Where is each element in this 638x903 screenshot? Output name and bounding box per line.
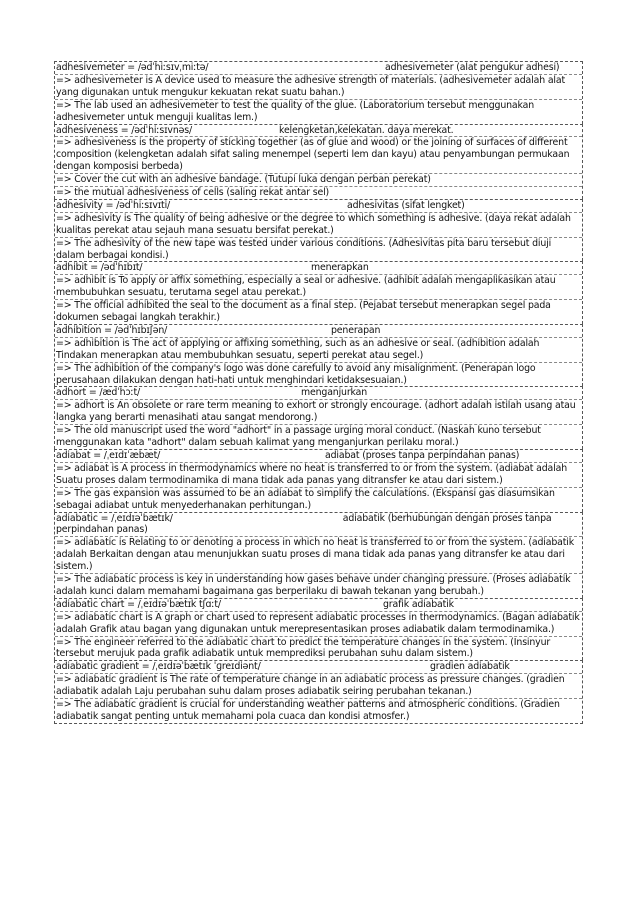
entry-term: adhesiveness = /ədˈhiːsɪvnəs/ bbox=[56, 124, 192, 136]
entry-definition: => adhort is An obsolete or rare term meaning to exhort or strongly encourage. (adhort adalah istilah usang atau langka yang berarti menasihati atau sangat mendorong.) bbox=[55, 399, 582, 424]
entry-adhesivemeter bbox=[54, 61, 583, 124]
entry-example-extra: => the mutual adhesiveness of cells (saling rekat antar sel) bbox=[55, 186, 582, 199]
entry-example: => The adiabatic process is key in understanding how gases behave under changing pressure. (Proses adiabatik adalah kunci dalam memahami bagaimana gas berperilaku di bawah tekanan yang berubah.) bbox=[55, 573, 582, 598]
entry-adhibition bbox=[54, 324, 583, 387]
entry-example: => The adiabatic gradient is crucial for understanding weather patterns and atmospheric conditions. (Gradien adiabatik sangat penting untuk memahami pola cuaca dan kondisi atmosfer.) bbox=[55, 698, 582, 723]
entry-term: adiabatic chart = /ˌeɪdɪəˈbætɪk tʃɑːt/ bbox=[56, 598, 221, 610]
entry-translation: adiabat (proses tanpa perpindahan panas) bbox=[325, 450, 520, 461]
entry-example: => The engineer referred to the adiabatic chart to predict the temperature changes in the system. (Insinyur tersebut merujuk pada grafik adiabatik untuk memprediksi perubahan suhu dalam sistem.) bbox=[55, 636, 582, 661]
entry-example: => The adhesivity of the new tape was tested under various conditions. (Adhesivitas pita baru tersebut diuji dalam berbagai kondisi.) bbox=[55, 237, 582, 262]
entry-adhort bbox=[54, 386, 583, 449]
entry-adiabatic-gradient bbox=[54, 660, 583, 724]
entry-translation: kelengketan,kelekatan. daya merekat. bbox=[279, 124, 454, 136]
entry-term: adhesivemeter = /ədˈhiːsɪvˌmiːtə/ bbox=[56, 62, 209, 73]
entry-adhesiveness bbox=[54, 124, 583, 199]
entry-term: adiabat = /ˌeɪdɪˈæbæt/ bbox=[56, 450, 161, 461]
entry-adiabatic-chart bbox=[54, 598, 583, 661]
entry-translation: grafik adiabatik bbox=[383, 598, 454, 610]
entry-translation: adhesivemeter (alat pengukur adhesi) bbox=[385, 62, 560, 73]
entry-example: => The old manuscript used the word "adhort" in a passage urging moral conduct. (Naskah kuno tersebut menggunakan kata "adhort" dalam sebuah kalimat yang menganjurkan perilaku moral.) bbox=[55, 424, 582, 449]
entry-definition: => adiabatic chart is A graph or chart used to represent adiabatic processes in thermodynamics. (Bagan adiabatik adalah Grafik atau bagan yang digunakan untuk merepresentasikan proses adiabatik dalam termodinamika.) bbox=[55, 611, 582, 636]
entry-term: adiabatic = /ˌeɪdɪəˈbætɪk/ bbox=[56, 512, 173, 524]
entry-translation: menganjurkan bbox=[301, 387, 368, 399]
entry-adhesivity bbox=[54, 199, 583, 262]
entry-definition: => adiabatic gradient is The rate of temperature change in an adiabatic process as pressure changes. (gradien adiabatik adalah Laju perubahan suhu dalam proses adiabatik seiring perubahan tekanan.) bbox=[55, 673, 582, 698]
entry-adiabat bbox=[54, 449, 583, 512]
entry-term: adiabatic gradient = /ˌeɪdɪəˈbætɪk ˈɡreɪdiənt/ bbox=[56, 661, 261, 673]
entry-adiabatic bbox=[54, 512, 583, 598]
entry-definition: => adhesivity is The quality of being adhesive or the degree to which something is adhesive. (daya rekat adalah kualitas perekat atau sejauh mana sesuatu bersifat perekat.) bbox=[55, 212, 582, 237]
entry-adhibit bbox=[54, 261, 583, 324]
entry-definition: => adiabat is A process in thermodynamics where no heat is transferred to or from the system. (adiabat adalah Suatu proses dalam termodinamika di mana tidak ada panas yang ditransfer ke atau dari sistem.) bbox=[55, 462, 582, 487]
entry-translation: adhesivitas (sifat lengket) bbox=[347, 199, 465, 211]
entry-translation: menerapkan bbox=[311, 262, 369, 274]
entry-term: adhibition = /ədˈhɪbɪʃən/ bbox=[56, 324, 168, 336]
entry-definition: => adhibition is The act of applying or affixing something, such as an adhesive or seal. (adhibition adalah Tindakan menerapkan atau membubuhkan sesuatu, seperti perekat atau segel.) bbox=[55, 337, 582, 362]
entry-definition: => adhesivemeter is A device used to measure the adhesive strength of materials. (adhesivemeter adalah alat yang digunakan untuk mengukur kekuatan rekat suatu bahan.) bbox=[55, 74, 582, 99]
dictionary-page bbox=[54, 61, 583, 724]
entry-translation: penerapan bbox=[331, 324, 381, 336]
entry-definition: => adhibit is To apply or affix something, especially a seal or adhesive. (adhibit adalah mengaplikasikan atau membubuhkan sesuatu, terutama segel atau perekat.) bbox=[55, 274, 582, 299]
entry-translation: gradien adiabatik bbox=[430, 661, 510, 673]
entry-term: adhibit = /ədˈhɪbɪt/ bbox=[56, 262, 143, 274]
entry-example: => The adhibition of the company's logo was done carefully to avoid any misalignment. (Penerapan logo perusahaan dilakukan dengan hati-hati untuk menghindari ketidaksesuaian.) bbox=[55, 362, 582, 387]
entry-example: => The official adhibited the seal to the document as a final step. (Pejabat tersebut menerapkan segel pada dokumen sebagai langkah terakhir.) bbox=[55, 299, 582, 324]
entry-term: adhort = /ædˈhɔːt/ bbox=[56, 387, 140, 399]
entry-definition: => adiabatic is Relating to or denoting a process in which no heat is transferred to or from the system. (adiabatik adalah Berkaitan dengan atau menunjukkan suatu proses di mana tidak ada panas yang ditransfer ke atau dari sistem.) bbox=[55, 536, 582, 573]
entry-example: => The lab used an adhesivemeter to test the quality of the glue. (Laboratorium tersebut menggunakan adhesivemeter untuk menguji kualitas lem.) bbox=[55, 99, 582, 124]
entry-definition: => adhesiveness is the property of sticking together (as of glue and wood) or the joining of surfaces of different composition (kelengketan adalah sifat saling menempel (seperti lem dan kayu) atau penyambungan permukaan dengan komposisi berbeda) bbox=[55, 136, 582, 173]
entry-translation: adiabatik (berhubungan dengan proses tanpa perpindahan panas) bbox=[56, 512, 552, 536]
entry-example: => The gas expansion was assumed to be an adiabat to simplify the calculations. (Ekspansi gas diasumsikan sebagai adiabat untuk menyederhanakan perhitungan.) bbox=[55, 487, 582, 512]
entry-term: adhesivity = /ədˈhiːsɪvɪti/ bbox=[56, 199, 171, 211]
entry-example: => Cover the cut with an adhesive bandage. (Tutupi luka dengan perban perekat) bbox=[55, 173, 582, 186]
